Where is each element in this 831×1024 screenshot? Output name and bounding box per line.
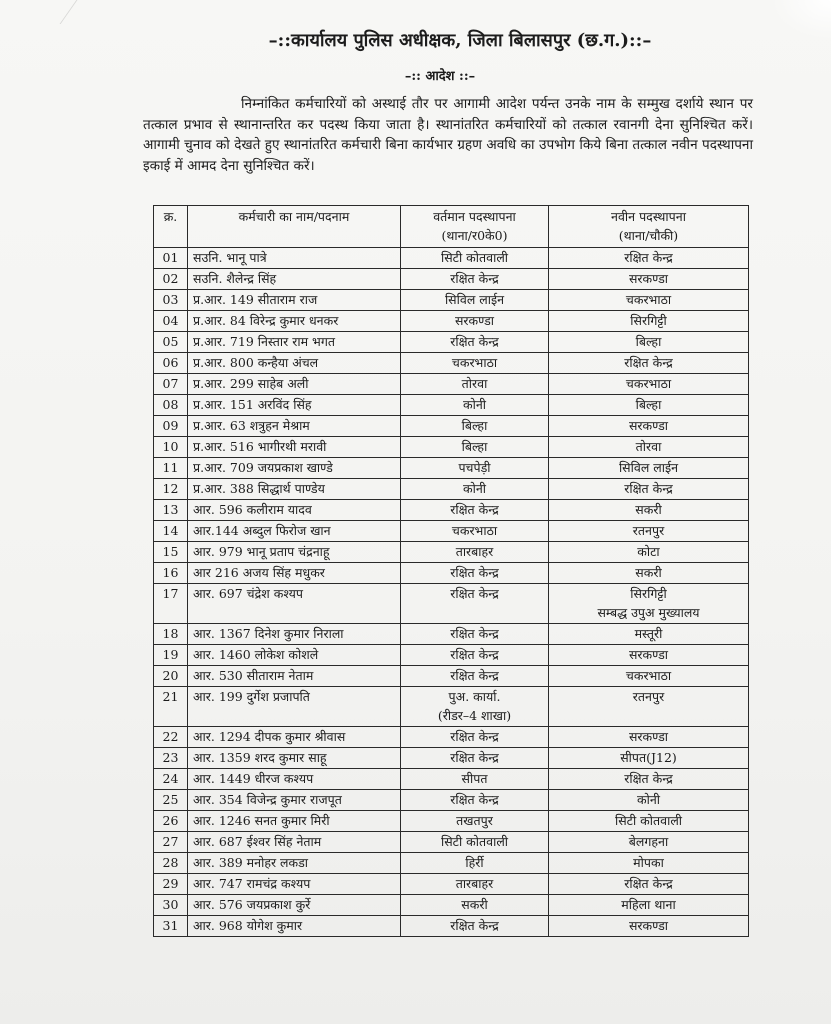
cell-serial	[154, 687, 188, 727]
cell-serial	[154, 790, 188, 811]
cell-employee-name	[188, 311, 401, 332]
cell-current-posting	[401, 269, 549, 290]
cell-new-posting	[549, 748, 749, 769]
cell-new-posting	[549, 769, 749, 790]
cell-employee-name-text: प्र.आर. 388 सिद्धार्थ पाण्डेय	[193, 481, 325, 496]
cell-employee-name	[188, 584, 401, 624]
cell-new-posting	[549, 500, 749, 521]
cell-new-posting-text: रक्षित केन्द्र	[624, 876, 673, 891]
cell-current-posting-text: बिल्हा	[461, 439, 488, 454]
header-serial: क्र.	[154, 206, 188, 248]
cell-new-posting-text: तोरवा	[635, 439, 662, 454]
cell-serial-text: 13	[162, 502, 179, 517]
cell-current-posting	[401, 395, 549, 416]
table-row	[154, 874, 749, 895]
cell-current-posting-text: रक्षित केन्द्र	[450, 626, 499, 641]
cell-current-posting-text: चकरभाठा	[451, 523, 498, 538]
cell-serial-text: 29	[162, 876, 179, 891]
cell-serial	[154, 479, 188, 500]
cell-employee-name	[188, 727, 401, 748]
cell-current-posting	[401, 458, 549, 479]
cell-serial-text: 21	[162, 689, 179, 704]
cell-employee-name-text: आर. 1449 धीरज कश्यप	[193, 771, 314, 786]
cell-current-posting	[401, 748, 549, 769]
cell-current-posting	[401, 332, 549, 353]
cell-new-posting-text: कोटा	[637, 544, 660, 559]
table-header-row	[154, 206, 749, 248]
table-row	[154, 666, 749, 687]
cell-serial	[154, 500, 188, 521]
cell-serial	[154, 290, 188, 311]
cell-serial	[154, 832, 188, 853]
cell-employee-name-text: आर. 389 मनोहर लकडा	[193, 855, 309, 870]
cell-current-posting-text: रक्षित केन्द्र	[450, 334, 499, 349]
cell-new-posting-text: बिल्हा	[635, 334, 662, 349]
cell-serial	[154, 332, 188, 353]
cell-current-posting	[401, 666, 549, 687]
cell-current-posting-text: पुअ. कार्या.	[448, 689, 501, 704]
cell-new-posting-text: सीपत(J12)	[620, 750, 677, 765]
cell-employee-name	[188, 395, 401, 416]
paper-corner-glare	[771, 0, 831, 40]
cell-new-posting	[549, 584, 749, 624]
cell-new-posting-text: चकरभाठा	[625, 668, 672, 683]
cell-new-posting	[549, 916, 749, 937]
cell-employee-name-text: आर. 968 योगेश कुमार	[193, 918, 303, 933]
cell-employee-name	[188, 666, 401, 687]
cell-new-posting	[549, 458, 749, 479]
table-row	[154, 748, 749, 769]
table-row	[154, 332, 749, 353]
cell-current-posting-text: सकरी	[461, 897, 488, 912]
cell-serial-text: 05	[162, 334, 179, 349]
cell-current-posting-text: रक्षित केन्द्र	[450, 918, 499, 933]
cell-employee-name	[188, 416, 401, 437]
cell-employee-name	[188, 895, 401, 916]
cell-serial-text: 27	[162, 834, 179, 849]
cell-new-posting	[549, 727, 749, 748]
cell-serial	[154, 584, 188, 624]
cell-employee-name-text: सउनि. शैलेन्द्र सिंह	[193, 271, 277, 286]
cell-new-posting-text: सरकण्डा	[628, 418, 669, 433]
cell-serial	[154, 895, 188, 916]
table-row	[154, 416, 749, 437]
table-row	[154, 353, 749, 374]
cell-new-posting	[549, 853, 749, 874]
cell-new-posting	[549, 332, 749, 353]
cell-serial-text: 08	[162, 397, 179, 412]
cell-employee-name	[188, 521, 401, 542]
cell-serial-text: 26	[162, 813, 179, 828]
cell-current-posting	[401, 811, 549, 832]
cell-employee-name	[188, 769, 401, 790]
cell-new-posting-text: रतनपुर	[632, 523, 665, 538]
table-row	[154, 269, 749, 290]
cell-current-posting	[401, 500, 549, 521]
cell-serial-text: 19	[162, 647, 179, 662]
cell-current-posting	[401, 248, 549, 269]
cell-new-posting	[549, 269, 749, 290]
cell-current-posting	[401, 895, 549, 916]
cell-new-posting-text: महिला थाना	[621, 897, 676, 912]
cell-current-posting-text: रक्षित केन्द्र	[450, 502, 499, 517]
cell-current-posting	[401, 437, 549, 458]
cell-current-posting-text-line2: (रीडर–4 शाखा)	[437, 708, 512, 723]
cell-employee-name	[188, 832, 401, 853]
cell-serial	[154, 542, 188, 563]
cell-employee-name	[188, 269, 401, 290]
cell-serial-text: 28	[162, 855, 179, 870]
table-row	[154, 645, 749, 666]
cell-employee-name-text: आर. 596 कलीराम यादव	[193, 502, 312, 517]
cell-new-posting-text: सरकण्डा	[628, 647, 669, 662]
cell-new-posting	[549, 666, 749, 687]
cell-new-posting-text: रक्षित केन्द्र	[624, 481, 673, 496]
cell-current-posting	[401, 542, 549, 563]
table-row	[154, 437, 749, 458]
cell-current-posting-text: चकरभाठा	[451, 355, 498, 370]
cell-current-posting-text: रक्षित केन्द्र	[450, 647, 499, 662]
cell-serial	[154, 416, 188, 437]
cell-new-posting	[549, 248, 749, 269]
cell-serial	[154, 269, 188, 290]
cell-new-posting-text: सकरी	[635, 565, 662, 580]
cell-new-posting-text: कोनी	[636, 792, 660, 807]
cell-serial-text: 10	[162, 439, 179, 454]
header-employee-name: कर्मचारी का नाम/पदनाम	[188, 206, 401, 248]
cell-employee-name	[188, 542, 401, 563]
cell-employee-name-text: आर. 1294 दीपक कुमार श्रीवास	[193, 729, 346, 744]
cell-serial-text: 17	[162, 586, 179, 601]
cell-serial-text: 07	[162, 376, 179, 391]
cell-employee-name	[188, 687, 401, 727]
cell-employee-name	[188, 374, 401, 395]
cell-employee-name	[188, 332, 401, 353]
cell-serial	[154, 563, 188, 584]
cell-current-posting-text: तारबाहर	[455, 544, 494, 559]
cell-current-posting-text: रक्षित केन्द्र	[450, 586, 499, 601]
cell-employee-name-text: आर. 199 दुर्गेश प्रजापति	[193, 689, 310, 704]
cell-current-posting-text: रक्षित केन्द्र	[450, 565, 499, 580]
cell-employee-name-text: आर. 697 चंद्रेश कश्यप	[193, 586, 303, 601]
cell-serial	[154, 769, 188, 790]
table-row	[154, 311, 749, 332]
header-current-posting	[401, 206, 549, 248]
cell-current-posting	[401, 479, 549, 500]
cell-serial	[154, 624, 188, 645]
cell-serial-text: 03	[162, 292, 179, 307]
cell-new-posting-text: सरकण्डा	[628, 271, 669, 286]
table-row	[154, 500, 749, 521]
cell-employee-name-text: आर. 1367 दिनेश कुमार निराला	[193, 626, 344, 641]
cell-new-posting	[549, 645, 749, 666]
cell-new-posting	[549, 290, 749, 311]
cell-current-posting	[401, 584, 549, 624]
cell-new-posting	[549, 790, 749, 811]
table-row	[154, 895, 749, 916]
cell-employee-name-text: आर. 576 जयप्रकाश कुर्रे	[193, 897, 311, 912]
cell-current-posting	[401, 521, 549, 542]
table-row	[154, 811, 749, 832]
cell-current-posting	[401, 790, 549, 811]
cell-employee-name-text: आर. 530 सीताराम नेताम	[193, 668, 314, 683]
cell-new-posting-text: सरकण्डा	[628, 918, 669, 933]
cell-new-posting-text: चकरभाठा	[625, 376, 672, 391]
cell-current-posting	[401, 832, 549, 853]
cell-serial	[154, 437, 188, 458]
cell-serial-text: 30	[162, 897, 179, 912]
cell-employee-name-text: प्र.आर. 63 शत्रुहन मेश्राम	[193, 418, 310, 433]
cell-current-posting-text: कोनी	[462, 397, 486, 412]
cell-employee-name	[188, 437, 401, 458]
cell-current-posting-text: सिविल लाईन	[444, 292, 505, 307]
cell-employee-name-text: आर.144 अब्दुल फिरोज खान	[193, 523, 331, 538]
cell-serial	[154, 811, 188, 832]
table-row	[154, 290, 749, 311]
cell-new-posting-text: रक्षित केन्द्र	[624, 250, 673, 265]
cell-employee-name	[188, 458, 401, 479]
cell-new-posting	[549, 374, 749, 395]
cell-employee-name-text: प्र.आर. 84 विरेन्द्र कुमार धनकर	[193, 313, 339, 328]
cell-serial	[154, 916, 188, 937]
cell-new-posting-text: सिरगिट्टी	[630, 313, 667, 328]
cell-current-posting	[401, 416, 549, 437]
cell-serial	[154, 666, 188, 687]
cell-employee-name-text: सउनि. भानू पात्रे	[193, 250, 267, 265]
cell-current-posting-text: रक्षित केन्द्र	[450, 668, 499, 683]
cell-current-posting	[401, 769, 549, 790]
cell-employee-name	[188, 916, 401, 937]
cell-employee-name-text: प्र.आर. 151 अरविंद सिंह	[193, 397, 312, 412]
cell-current-posting-text: तारबाहर	[455, 876, 494, 891]
cell-employee-name-text: आर 216 अजय सिंह मधुकर	[193, 565, 325, 580]
cell-new-posting-text: रतनपुर	[632, 689, 665, 704]
table-row	[154, 542, 749, 563]
cell-employee-name	[188, 811, 401, 832]
table-row	[154, 853, 749, 874]
cell-current-posting	[401, 687, 549, 727]
cell-employee-name-text: प्र.आर. 800 कन्हैया अंचल	[193, 355, 319, 370]
cell-current-posting-text: सरकण्डा	[454, 313, 495, 328]
cell-current-posting-text: पचपेड़ी	[458, 460, 491, 475]
cell-new-posting	[549, 353, 749, 374]
cell-current-posting	[401, 563, 549, 584]
cell-new-posting	[549, 416, 749, 437]
cell-new-posting-text: सिटी कोतवाली	[614, 813, 683, 828]
cell-serial-text: 18	[162, 626, 179, 641]
cell-serial-text: 31	[162, 918, 179, 933]
cell-employee-name-text: आर. 747 रामचंद्र कश्यप	[193, 876, 311, 891]
cell-new-posting	[549, 437, 749, 458]
cell-serial-text: 20	[162, 668, 179, 683]
cell-employee-name-text: आर. 1359 शरद कुमार साहू	[193, 750, 327, 765]
cell-new-posting	[549, 624, 749, 645]
cell-new-posting	[549, 542, 749, 563]
paper-fold-mark	[60, 0, 118, 24]
cell-employee-name	[188, 353, 401, 374]
cell-current-posting-text: बिल्हा	[461, 418, 488, 433]
cell-serial	[154, 853, 188, 874]
cell-serial	[154, 353, 188, 374]
table-row	[154, 395, 749, 416]
cell-employee-name-text: प्र.आर. 516 भागीरथी मरावी	[193, 439, 327, 454]
table-row	[154, 769, 749, 790]
order-body-text: निम्नांकित कर्मचारियों को अस्थाई तौर पर आगामी आदेश पर्यन्त उनके नाम के सम्मुख दर्शाये स्थान पर तत्काल प्रभाव से स्थानान्तरित कर पदस्थ किया जाता है। स्थानांतरित कर्मचारियों को तत्काल रवानगी देना सुनिश्चित करें। आगामी चुनाव को देखते हुए स्थानांतरित कर्मचारी बिना कार्यभार ग्रहण अवधि का उपभोग किये बिना तत्काल नवीन पदस्थापना इकाई में आमद देना सुनिश्चित करें।	[143, 96, 753, 174]
office-title: –::कार्यालय पुलिस अधीक्षक, जिला बिलासपुर (छ.ग.)::–	[268, 30, 652, 51]
cell-new-posting	[549, 832, 749, 853]
cell-new-posting	[549, 311, 749, 332]
cell-new-posting	[549, 479, 749, 500]
header-current-line1: वर्तमान पदस्थापना	[433, 209, 516, 224]
cell-serial-text: 23	[162, 750, 179, 765]
cell-employee-name-text: आर. 1460 लोकेश कोशले	[193, 647, 319, 662]
cell-serial-text: 15	[162, 544, 179, 559]
cell-employee-name-text: प्र.आर. 299 साहेब अली	[193, 376, 309, 391]
table-row	[154, 479, 749, 500]
cell-employee-name	[188, 624, 401, 645]
cell-new-posting-text: सरकण्डा	[628, 729, 669, 744]
cell-serial-text: 14	[162, 523, 179, 538]
cell-current-posting	[401, 290, 549, 311]
table-row	[154, 563, 749, 584]
cell-employee-name	[188, 853, 401, 874]
cell-new-posting-text-line2: सम्बद्ध उपुअ मुख्यालय	[597, 605, 700, 620]
cell-current-posting	[401, 311, 549, 332]
cell-new-posting-text: सिरगिट्टी	[630, 586, 667, 601]
header-current-line2: (थाना/र0के0)	[441, 228, 508, 243]
cell-new-posting-text: रक्षित केन्द्र	[624, 355, 673, 370]
cell-serial-text: 22	[162, 729, 179, 744]
cell-new-posting	[549, 811, 749, 832]
cell-employee-name-text: प्र.आर. 709 जयप्रकाश खाण्डे	[193, 460, 333, 475]
cell-serial	[154, 374, 188, 395]
cell-new-posting-text: बेलगहना	[628, 834, 669, 849]
cell-new-posting-text: सकरी	[635, 502, 662, 517]
cell-employee-name	[188, 790, 401, 811]
table-row	[154, 687, 749, 727]
cell-new-posting	[549, 563, 749, 584]
cell-new-posting	[549, 874, 749, 895]
cell-current-posting-text: कोनी	[462, 481, 486, 496]
cell-serial-text: 24	[162, 771, 179, 786]
table-row	[154, 790, 749, 811]
cell-new-posting-text: मोपका	[633, 855, 664, 870]
cell-employee-name	[188, 248, 401, 269]
cell-current-posting	[401, 353, 549, 374]
order-heading: –:: आदेश ::–	[404, 69, 476, 84]
cell-current-posting-text: सिटी कोतवाली	[440, 250, 509, 265]
cell-employee-name	[188, 479, 401, 500]
cell-employee-name-text: आर. 979 भानू प्रताप चंद्रनाहू	[193, 544, 330, 559]
cell-current-posting	[401, 874, 549, 895]
cell-new-posting	[549, 687, 749, 727]
cell-employee-name	[188, 500, 401, 521]
cell-employee-name	[188, 563, 401, 584]
cell-serial	[154, 727, 188, 748]
cell-employee-name	[188, 748, 401, 769]
cell-new-posting-text: बिल्हा	[635, 397, 662, 412]
cell-serial-text: 02	[162, 271, 179, 286]
cell-employee-name	[188, 290, 401, 311]
cell-serial	[154, 248, 188, 269]
cell-new-posting-text: रक्षित केन्द्र	[624, 771, 673, 786]
cell-serial-text: 16	[162, 565, 179, 580]
cell-current-posting-text: रक्षित केन्द्र	[450, 729, 499, 744]
cell-serial-text: 11	[162, 460, 179, 475]
cell-employee-name-text: आर. 354 विजेन्द्र कुमार राजपूत	[193, 792, 342, 807]
cell-current-posting	[401, 645, 549, 666]
cell-new-posting-text: सिविल लाईन	[618, 460, 679, 475]
cell-serial	[154, 645, 188, 666]
cell-employee-name-text: प्र.आर. 719 निस्तार राम भगत	[193, 334, 335, 349]
cell-employee-name-text: आर. 1246 सनत कुमार मिरी	[193, 813, 330, 828]
cell-employee-name	[188, 645, 401, 666]
cell-serial-text: 01	[162, 250, 179, 265]
cell-current-posting-text: तखतपुर	[456, 813, 493, 828]
cell-current-posting-text: रक्षित केन्द्र	[450, 750, 499, 765]
cell-employee-name-text: आर. 687 ईश्वर सिंह नेताम	[193, 834, 322, 849]
cell-serial-text: 09	[162, 418, 179, 433]
cell-serial	[154, 748, 188, 769]
cell-serial	[154, 521, 188, 542]
header-new-posting	[549, 206, 749, 248]
cell-current-posting	[401, 374, 549, 395]
cell-serial	[154, 311, 188, 332]
table-row	[154, 832, 749, 853]
table-row	[154, 584, 749, 624]
table-row	[154, 916, 749, 937]
cell-serial	[154, 458, 188, 479]
cell-serial	[154, 874, 188, 895]
transfer-table	[153, 205, 749, 937]
table-row	[154, 374, 749, 395]
table-row	[154, 624, 749, 645]
header-new-line2: (थाना/चौकी)	[618, 228, 679, 243]
cell-serial-text: 04	[162, 313, 179, 328]
cell-current-posting	[401, 727, 549, 748]
cell-current-posting-text: तोरवा	[461, 376, 488, 391]
cell-serial-text: 06	[162, 355, 179, 370]
cell-current-posting-text: रक्षित केन्द्र	[450, 792, 499, 807]
cell-current-posting	[401, 853, 549, 874]
header-new-line1: नवीन पदस्थापना	[611, 209, 686, 224]
cell-new-posting-text: मस्तूरी	[634, 626, 663, 641]
cell-current-posting-text: सिटी कोतवाली	[440, 834, 509, 849]
table-row	[154, 727, 749, 748]
cell-current-posting-text: सीपत	[461, 771, 488, 786]
cell-current-posting	[401, 916, 549, 937]
cell-employee-name	[188, 874, 401, 895]
cell-new-posting	[549, 895, 749, 916]
cell-new-posting	[549, 521, 749, 542]
table-row	[154, 248, 749, 269]
cell-current-posting-text: हिर्री	[465, 855, 484, 870]
table-row	[154, 521, 749, 542]
cell-serial-text: 12	[162, 481, 179, 496]
cell-serial-text: 25	[162, 792, 179, 807]
cell-current-posting-text: रक्षित केन्द्र	[450, 271, 499, 286]
cell-new-posting-text: चकरभाठा	[625, 292, 672, 307]
cell-current-posting	[401, 624, 549, 645]
table-row	[154, 458, 749, 479]
cell-new-posting	[549, 395, 749, 416]
cell-serial	[154, 395, 188, 416]
cell-employee-name-text: प्र.आर. 149 सीताराम राज	[193, 292, 318, 307]
